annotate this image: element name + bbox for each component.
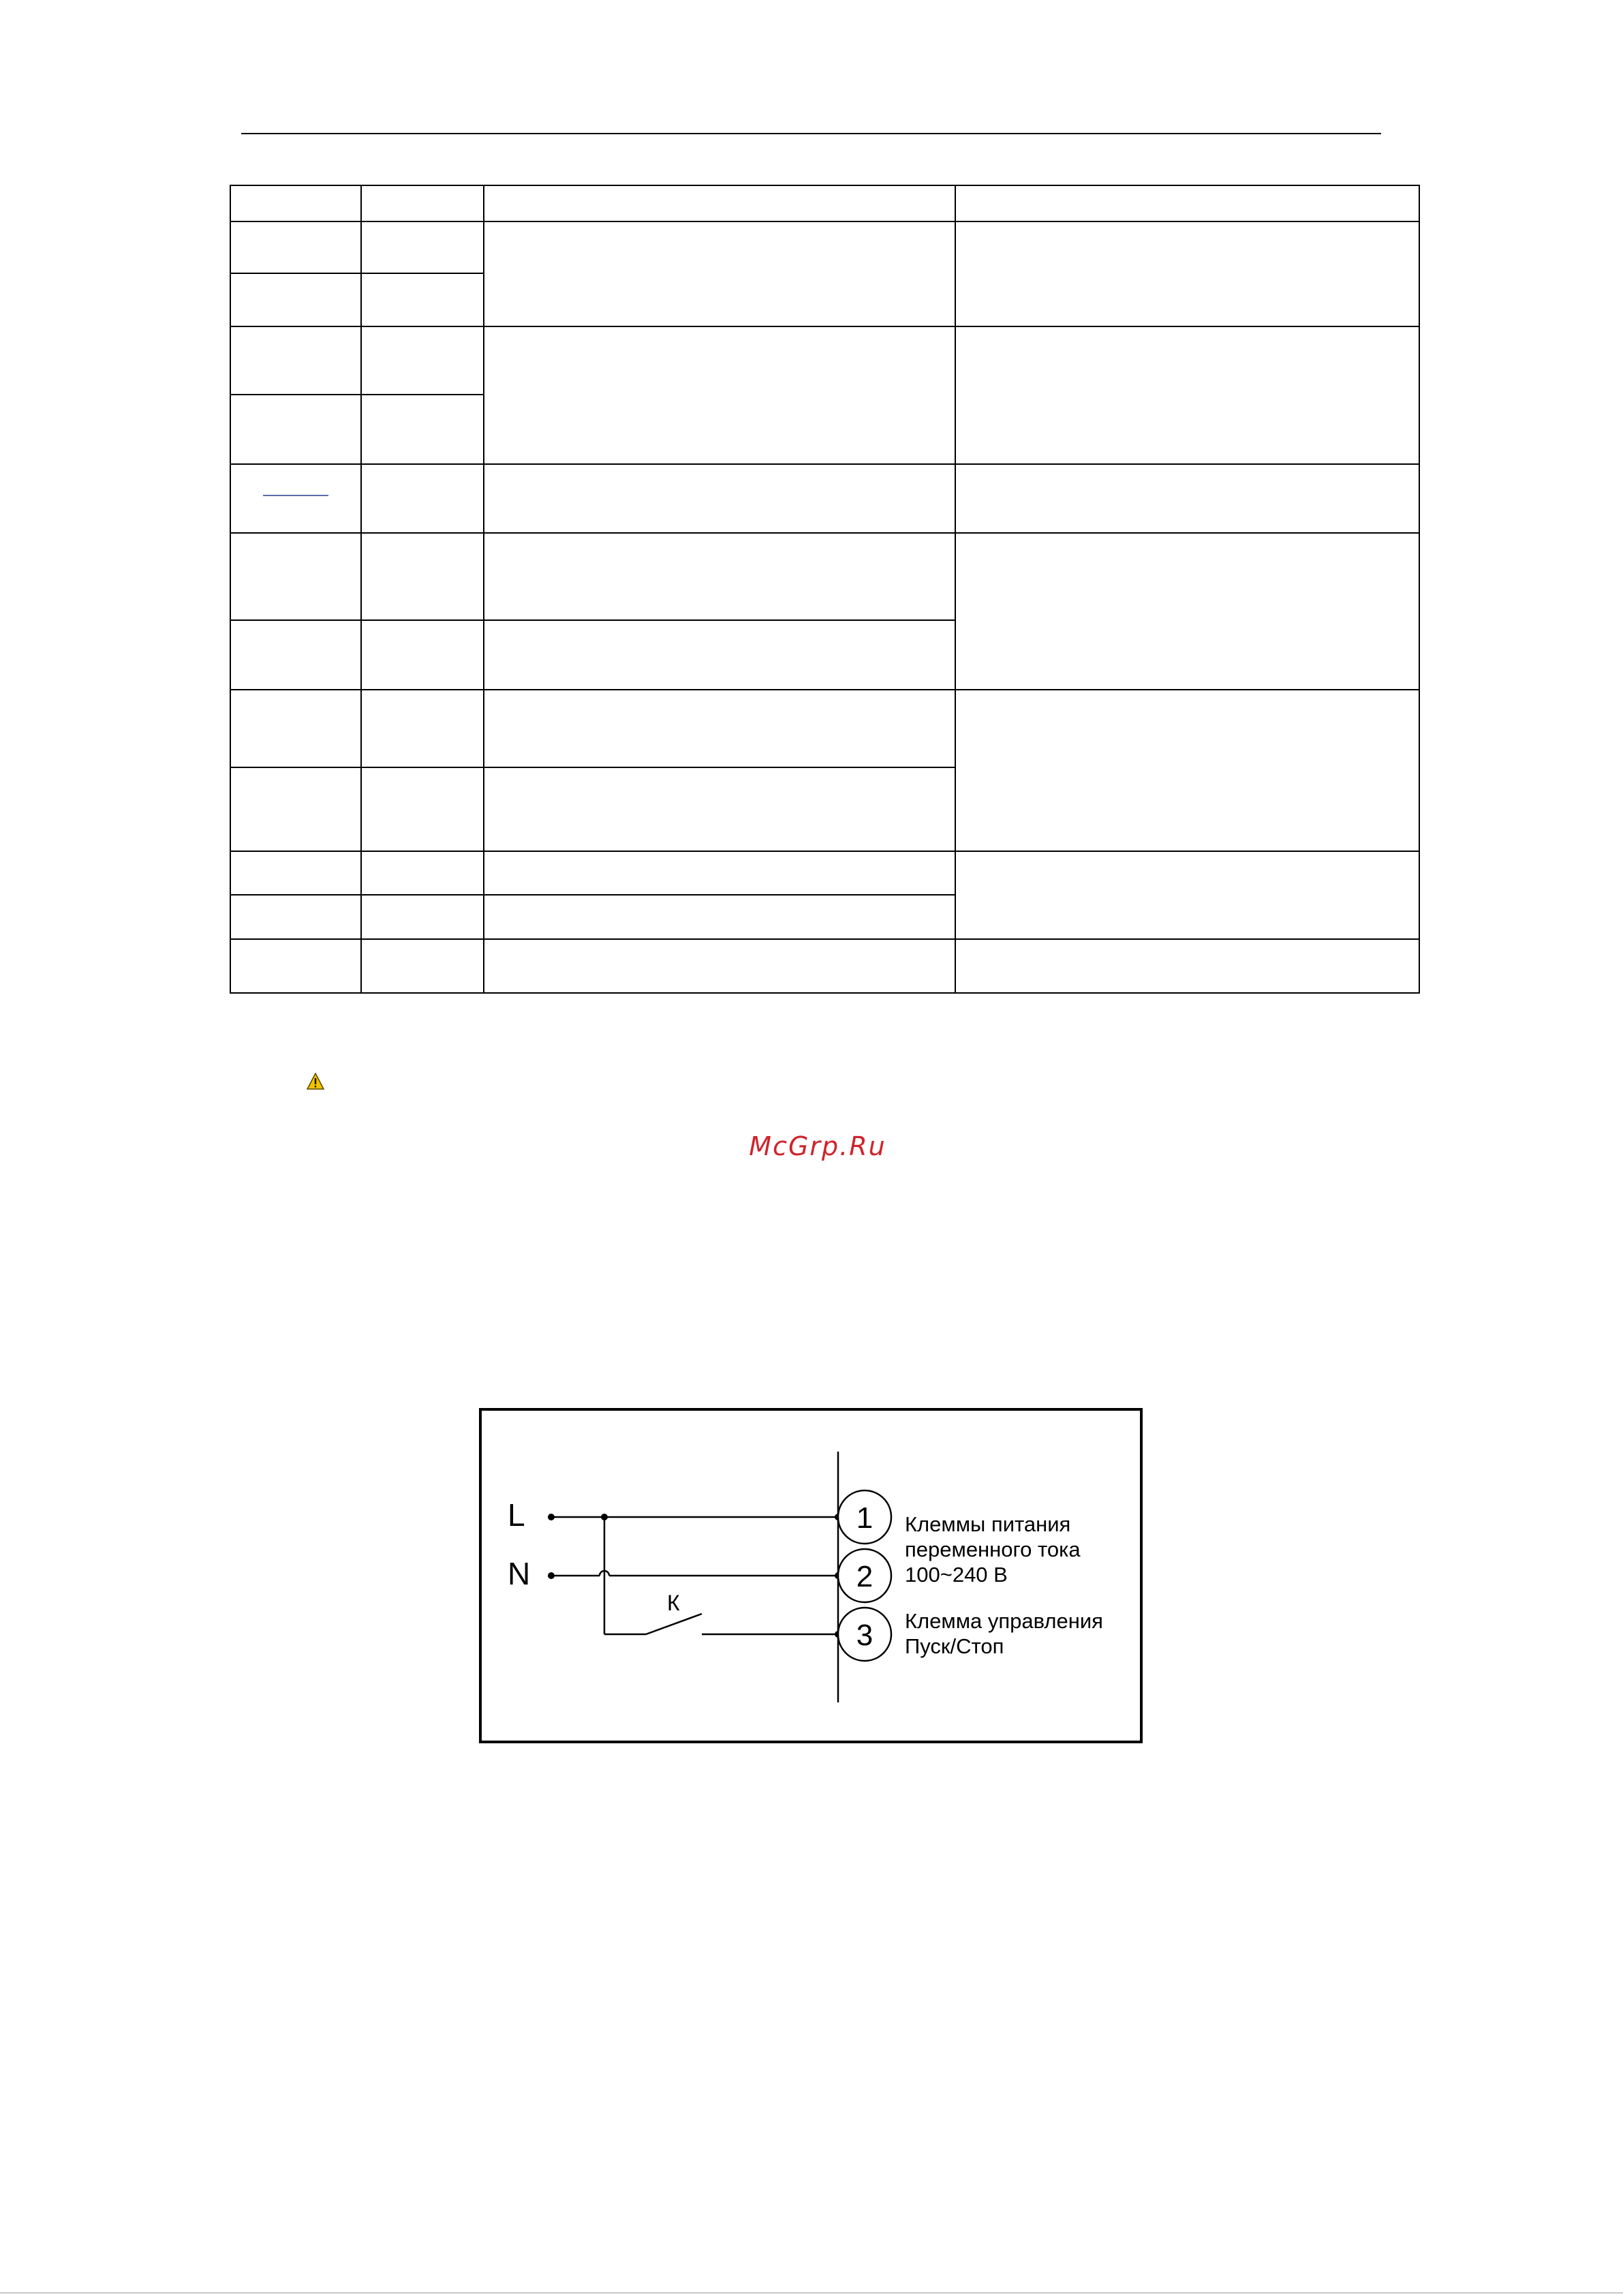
svg-text:1: 1: [856, 1501, 874, 1535]
table-cell: [230, 619, 362, 690]
svg-text:3: 3: [856, 1619, 874, 1652]
table-cell: [230, 221, 362, 274]
table-cell: [230, 894, 362, 940]
terminal-1-label: Клеммы питания: [905, 1512, 1071, 1536]
table-cell: [955, 532, 1420, 690]
table-cell: [230, 767, 362, 852]
table-cell: [483, 326, 956, 465]
table-cell: [955, 463, 1420, 534]
table-cell: [483, 689, 956, 768]
warning-icon: [307, 1073, 324, 1090]
table-cell: [230, 851, 362, 896]
table-cell: [230, 689, 362, 768]
switch-label: К: [667, 1591, 680, 1615]
table-cell: [360, 221, 484, 274]
wiring-diagram: [479, 1408, 1143, 1743]
switch-k: [646, 1614, 702, 1634]
table-cell: [360, 767, 484, 852]
terminal-3-label-line1: Клемма управления: [905, 1609, 1103, 1633]
table-cell: [483, 767, 956, 852]
line-label: L: [508, 1497, 525, 1533]
table-cell: [360, 463, 484, 534]
table-cell: [360, 938, 484, 994]
table-cell: [230, 463, 362, 534]
table-cell: [360, 394, 484, 465]
table-cell: [483, 938, 956, 994]
neutral-label: N: [508, 1556, 531, 1591]
table-cell: [230, 326, 362, 395]
table-cell: [955, 689, 1420, 852]
table-cell: [483, 221, 956, 327]
link-underline[interactable]: [263, 495, 328, 496]
table-cell: [955, 221, 1420, 327]
table-cell: [955, 851, 1420, 940]
table-cell: [483, 532, 956, 621]
table-cell: [360, 532, 484, 621]
table-cell: [483, 851, 956, 896]
terminal-3-label-line2: Пуск/Стоп: [905, 1634, 1004, 1658]
table-cell: [955, 938, 1420, 994]
terminal-2-label-line1: переменного тока: [905, 1537, 1081, 1561]
table-cell: [230, 394, 362, 465]
table-cell: [360, 689, 484, 768]
terminal-2-label-line2: 100~240 В: [905, 1563, 1008, 1587]
table-cell: [360, 894, 484, 940]
header-rule: [241, 133, 1381, 134]
table-cell: [360, 185, 484, 222]
table-cell: [483, 894, 956, 940]
table-cell: [483, 463, 956, 534]
svg-text:2: 2: [856, 1560, 874, 1593]
table-cell: [230, 273, 362, 327]
table-cell: [230, 185, 362, 222]
table-cell: [360, 326, 484, 395]
table-cell: [360, 851, 484, 896]
table-cell: [230, 532, 362, 621]
watermark: McGrp.Ru: [749, 1131, 886, 1161]
table-cell: [360, 619, 484, 690]
table-cell: [360, 273, 484, 327]
table-cell: [955, 185, 1420, 222]
table-cell: [955, 326, 1420, 465]
table-cell: [230, 938, 362, 994]
table-cell: [483, 185, 956, 222]
table-cell: [483, 619, 956, 690]
